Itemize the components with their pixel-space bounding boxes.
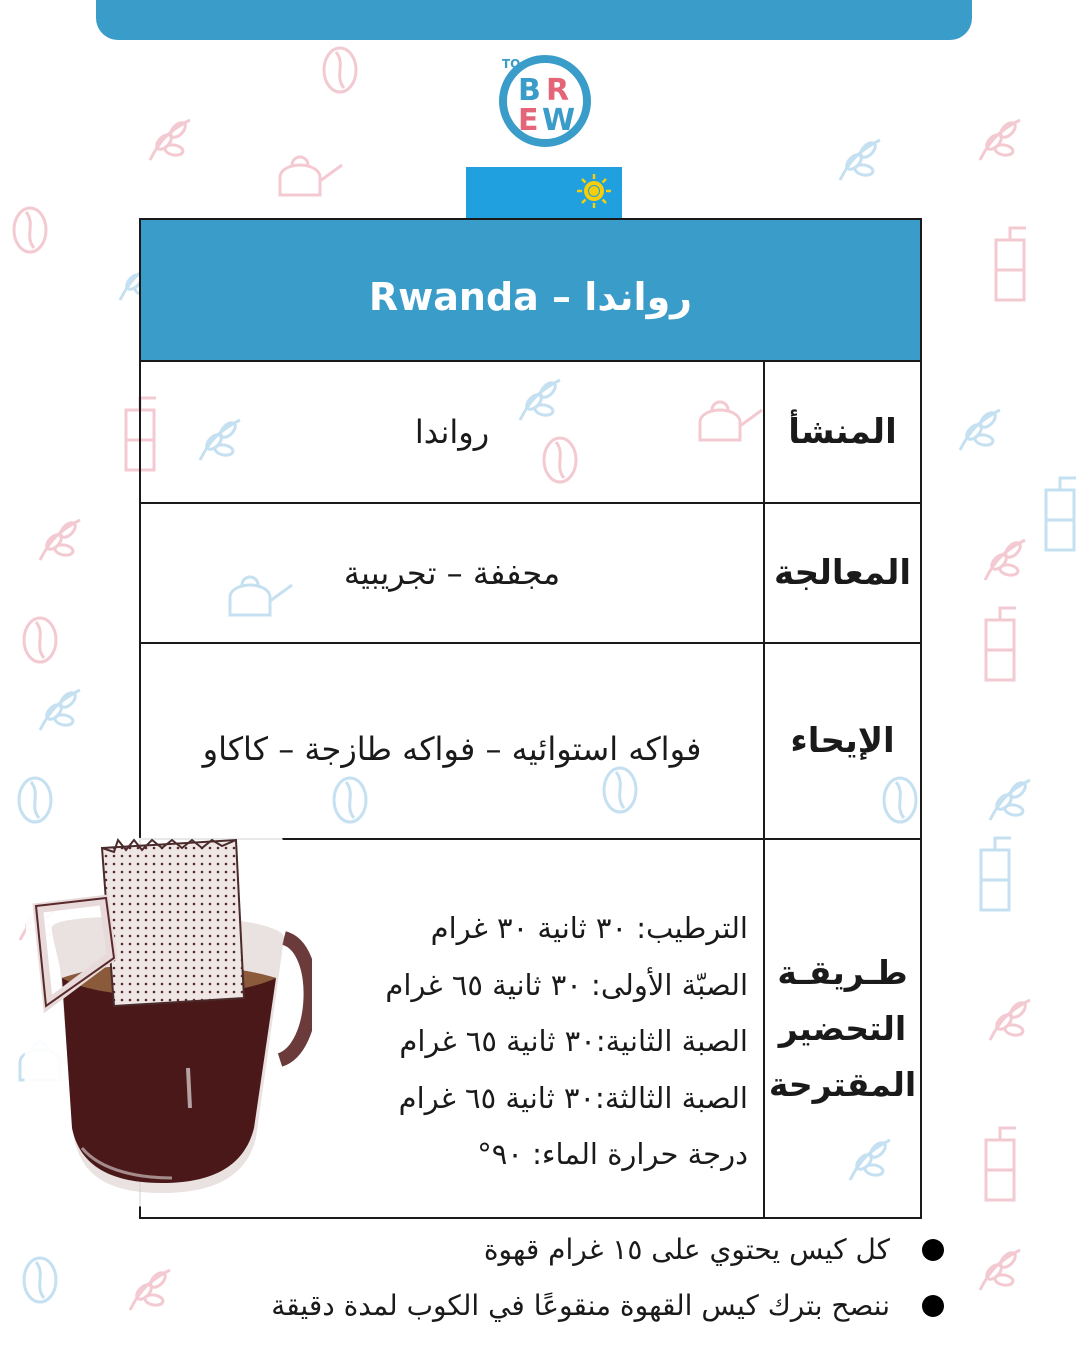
brewing-step: الترطيب: ٣٠ ثانية ٣٠ غرام: [430, 911, 748, 945]
brewing-label-lines: [769, 945, 916, 1113]
logo-letter-w: W: [542, 103, 576, 138]
logo-letter-r: R: [546, 73, 570, 108]
brewing-label-line: طـريقـة: [777, 952, 908, 992]
brewing-label-line: المقترحة: [768, 1064, 917, 1104]
note-text: ننصح بترك كيس القهوة منقوعًا في الكوب لمدة دقيقة: [271, 1289, 890, 1322]
note-text: كل كيس يحتوي على ١٥ غرام قهوة: [483, 1233, 890, 1266]
brewing-step: الصبة الثانية:٣٠ ثانية ٦٥ غرام: [399, 1024, 748, 1058]
brewing-step: الصبّة الأولى: ٣٠ ثانية ٦٥ غرام: [385, 967, 748, 1002]
notes-label: الإيحاء: [763, 644, 920, 838]
bullet-icon: [922, 1239, 944, 1261]
processing-value: مجففة – تجريبية: [343, 554, 561, 592]
note-item: [150, 1278, 950, 1334]
drip-bag-coffee-cup-icon: [22, 828, 312, 1210]
brewing-label-line: التحضير: [778, 1008, 907, 1048]
logo-letter-b: B: [518, 73, 541, 108]
card-header: [141, 220, 920, 362]
origin-value: رواندا: [414, 413, 490, 451]
top-banner: [96, 0, 972, 40]
logo-top-text: TO: [502, 57, 521, 71]
processing-label: المعالجة: [763, 504, 920, 642]
notes-row: [141, 644, 920, 840]
notes-value: فواكه استوائيه – فواكه طازجة – كاكاو: [202, 730, 702, 768]
brewing-step: درجة حرارة الماء: ٩٠°: [477, 1137, 748, 1171]
logo-letter-e: E: [518, 103, 539, 138]
origin-label: المنشأ: [763, 362, 920, 502]
note-item: [150, 1222, 950, 1278]
brewing-label: [763, 840, 920, 1217]
processing-row: [141, 504, 920, 644]
bag-notes: [150, 1222, 950, 1334]
brewing-step: الصبة الثالثة:٣٠ ثانية ٦٥ غرام: [398, 1080, 748, 1115]
brew-logo: [498, 54, 592, 148]
bullet-icon: [922, 1295, 944, 1317]
origin-row: [141, 362, 920, 504]
card-title: Rwanda – رواندا: [368, 275, 693, 319]
